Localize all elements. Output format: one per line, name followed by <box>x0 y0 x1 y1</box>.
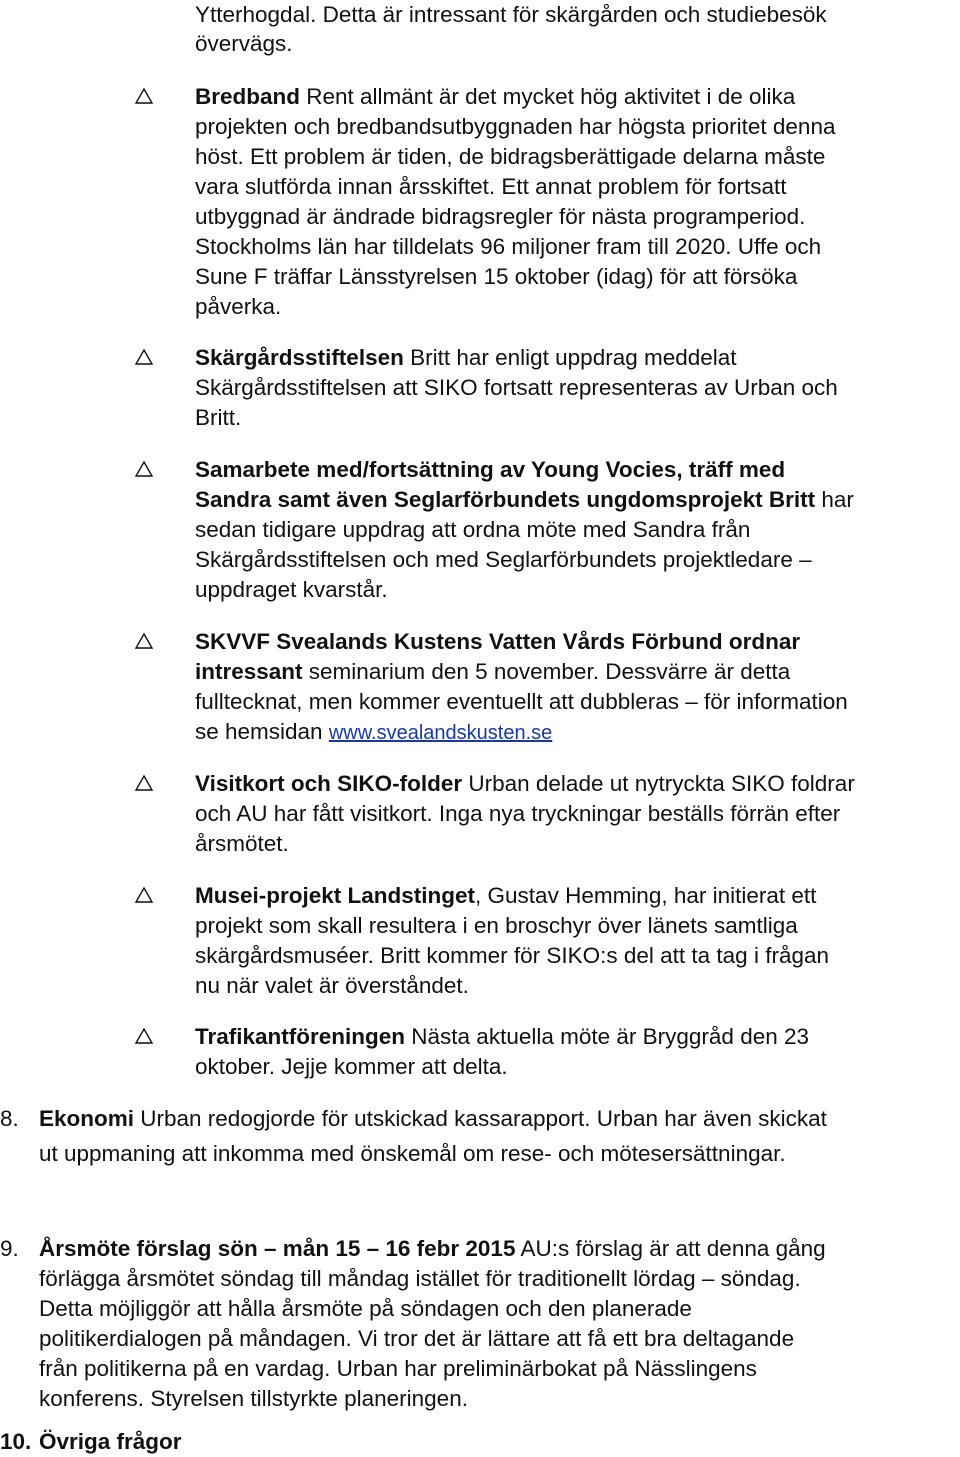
triangle-bullet-icon <box>134 886 154 906</box>
body-text: Skärgårdsstiftelsen att SIKO fortsatt representeras av Urban och <box>195 375 838 400</box>
triangle-bullet-icon <box>134 774 154 794</box>
body-text: Nästa aktuella möte är Bryggråd den 23 <box>405 1024 810 1049</box>
text-line <box>39 1324 794 1354</box>
body-text: projekten och bredbandsutbyggnaden har högsta prioritet denna <box>195 114 836 139</box>
body-text: utbyggnad är ändrade bidragsregler för nästa programperiod. <box>195 204 806 229</box>
body-text: Stockholms län har tilldelats 96 miljoner fram till 2020. Uffe och <box>195 234 822 259</box>
body-text: Detta möjliggör att hålla årsmöte på söndagen och den planerade <box>39 1296 692 1321</box>
body-text: ut uppmaning att inkomma med önskemål om rese- och mötesersättningar. <box>39 1141 786 1166</box>
text-line <box>195 941 829 971</box>
body-text: fulltecknat, men kommer eventuellt att dubbleras – för information <box>195 689 848 714</box>
body-text: förlägga årsmötet söndag till måndag istället för traditionellt lördag – söndag. <box>39 1266 801 1291</box>
body-text: höst. Ett problem är tiden, de bidragsberättigade delarna måste <box>195 144 826 169</box>
text-line <box>195 545 812 575</box>
body-text: Urban delade ut nytryckta SIKO foldrar <box>462 771 855 796</box>
bold-heading-text: Skärgårdsstiftelsen <box>195 345 404 370</box>
bold-heading-text: Övriga frågor <box>39 1429 182 1454</box>
text-line <box>39 1139 786 1169</box>
text-line <box>195 112 835 142</box>
website-link[interactable]: www.svealandskusten.se <box>328 722 553 744</box>
body-text: har <box>815 487 854 512</box>
text-line <box>39 1234 826 1264</box>
text-line <box>195 1022 809 1052</box>
bold-heading-text: Bredband <box>195 84 301 109</box>
text-line <box>195 373 838 403</box>
bold-heading-text: Musei-projekt Landstinget <box>195 883 476 908</box>
text-line <box>195 881 816 911</box>
item-number: 8. <box>0 1106 19 1131</box>
body-text: oktober. Jejje kommer att delta. <box>195 1054 508 1079</box>
text-line <box>195 717 552 748</box>
text-line <box>195 403 241 433</box>
body-text: konferens. Styrelsen tillstyrkte planeringen. <box>39 1386 468 1411</box>
text-line <box>195 971 469 1001</box>
body-text: årsmötet. <box>195 831 289 856</box>
body-text: sedan tidigare uppdrag att ordna möte med Sandra från <box>195 517 751 542</box>
text-line <box>195 829 289 859</box>
item-number: 10. <box>0 1429 32 1454</box>
body-text: Rent allmänt är det mycket hög aktivitet i de olika <box>300 84 796 109</box>
body-text: Skärgårdsstiftelsen och med Seglarförbundets projektledare – <box>195 547 812 572</box>
body-text: AU:s förslag är att denna gång <box>515 1236 826 1261</box>
body-text: politikerdialogen på måndagen. Vi tror det är lättare att få ett bra deltagande <box>39 1326 795 1351</box>
body-text: nu när valet är överståndet. <box>195 973 469 998</box>
triangle-bullet-icon <box>134 460 154 480</box>
text-line <box>39 1384 468 1414</box>
text-line <box>195 1052 508 1082</box>
bold-heading-text: Årsmöte förslag sön – mån 15 – 16 febr 2015 <box>39 1236 516 1261</box>
text-line <box>195 627 800 657</box>
body-text: Britt. <box>195 405 242 430</box>
body-text: skärgårdsmuséer. Britt kommer för SIKO:s del att ta tag i frågan <box>195 943 829 968</box>
text-line <box>195 485 854 515</box>
body-text: påverka. <box>195 294 282 319</box>
body-text: se hemsidan <box>195 719 329 744</box>
item-number: 9. <box>0 1236 19 1261</box>
intro-line: övervägs. <box>195 31 293 56</box>
body-text: seminarium den 5 november. Dessvärre är detta <box>302 659 791 684</box>
triangle-bullet-icon <box>134 1027 154 1047</box>
body-text: Britt har enligt uppdrag meddelat <box>403 345 737 370</box>
text-line <box>195 172 787 202</box>
text-line <box>195 202 805 232</box>
bold-heading-text: Sandra samt även Seglarförbundets ungdomsprojekt Britt <box>195 487 816 512</box>
text-line <box>39 1354 757 1384</box>
text-line <box>195 262 797 292</box>
text-line <box>195 343 737 373</box>
triangle-bullet-icon <box>134 87 154 107</box>
bold-heading-text: SKVVF Svealands Kustens Vatten Vårds Förbund ordnar <box>195 629 801 654</box>
text-line <box>195 799 840 829</box>
text-line <box>39 1264 801 1294</box>
text-line <box>195 232 821 262</box>
text-line <box>195 455 785 485</box>
body-text: projekt som skall resultera i en broschyr över länets samtliga <box>195 913 798 938</box>
intro-line: Ytterhogdal. Detta är intressant för skärgården och studiebesök <box>195 2 827 27</box>
text-line <box>195 911 798 941</box>
text-line <box>195 515 750 545</box>
text-line <box>195 687 848 717</box>
text-line <box>195 769 855 799</box>
triangle-bullet-icon <box>134 348 154 368</box>
body-text: , Gustav Hemming, har initierat ett <box>475 883 817 908</box>
text-line <box>39 1104 827 1134</box>
text-line <box>195 575 388 605</box>
bold-heading-text: Samarbete med/fortsättning av Young Vocies, träff med <box>195 457 786 482</box>
bold-heading-text: intressant <box>195 659 303 684</box>
text-line <box>39 1427 182 1457</box>
bold-heading-text: Ekonomi <box>39 1106 135 1131</box>
body-text: vara slutförda innan årsskiftet. Ett annat problem för fortsatt <box>195 174 787 199</box>
text-line <box>195 292 281 322</box>
bold-heading-text: Visitkort och SIKO-folder <box>195 771 463 796</box>
text-line <box>195 142 825 172</box>
body-text: och AU har fått visitkort. Inga nya tryckningar beställs förrän efter <box>195 801 841 826</box>
bold-heading-text: Trafikantföreningen <box>195 1024 406 1049</box>
text-line <box>195 657 790 687</box>
body-text: Sune F träffar Länsstyrelsen 15 oktober (idag) för att försöka <box>195 264 798 289</box>
body-text: uppdraget kvarstår. <box>195 577 388 602</box>
text-line <box>39 1294 692 1324</box>
body-text: från politikerna på en vardag. Urban har preliminärbokat på Nässlingens <box>39 1356 757 1381</box>
body-text: Urban redogjorde för utskickad kassarapport. Urban har även skickat <box>134 1106 827 1131</box>
text-line <box>195 82 795 112</box>
triangle-bullet-icon <box>134 632 154 652</box>
